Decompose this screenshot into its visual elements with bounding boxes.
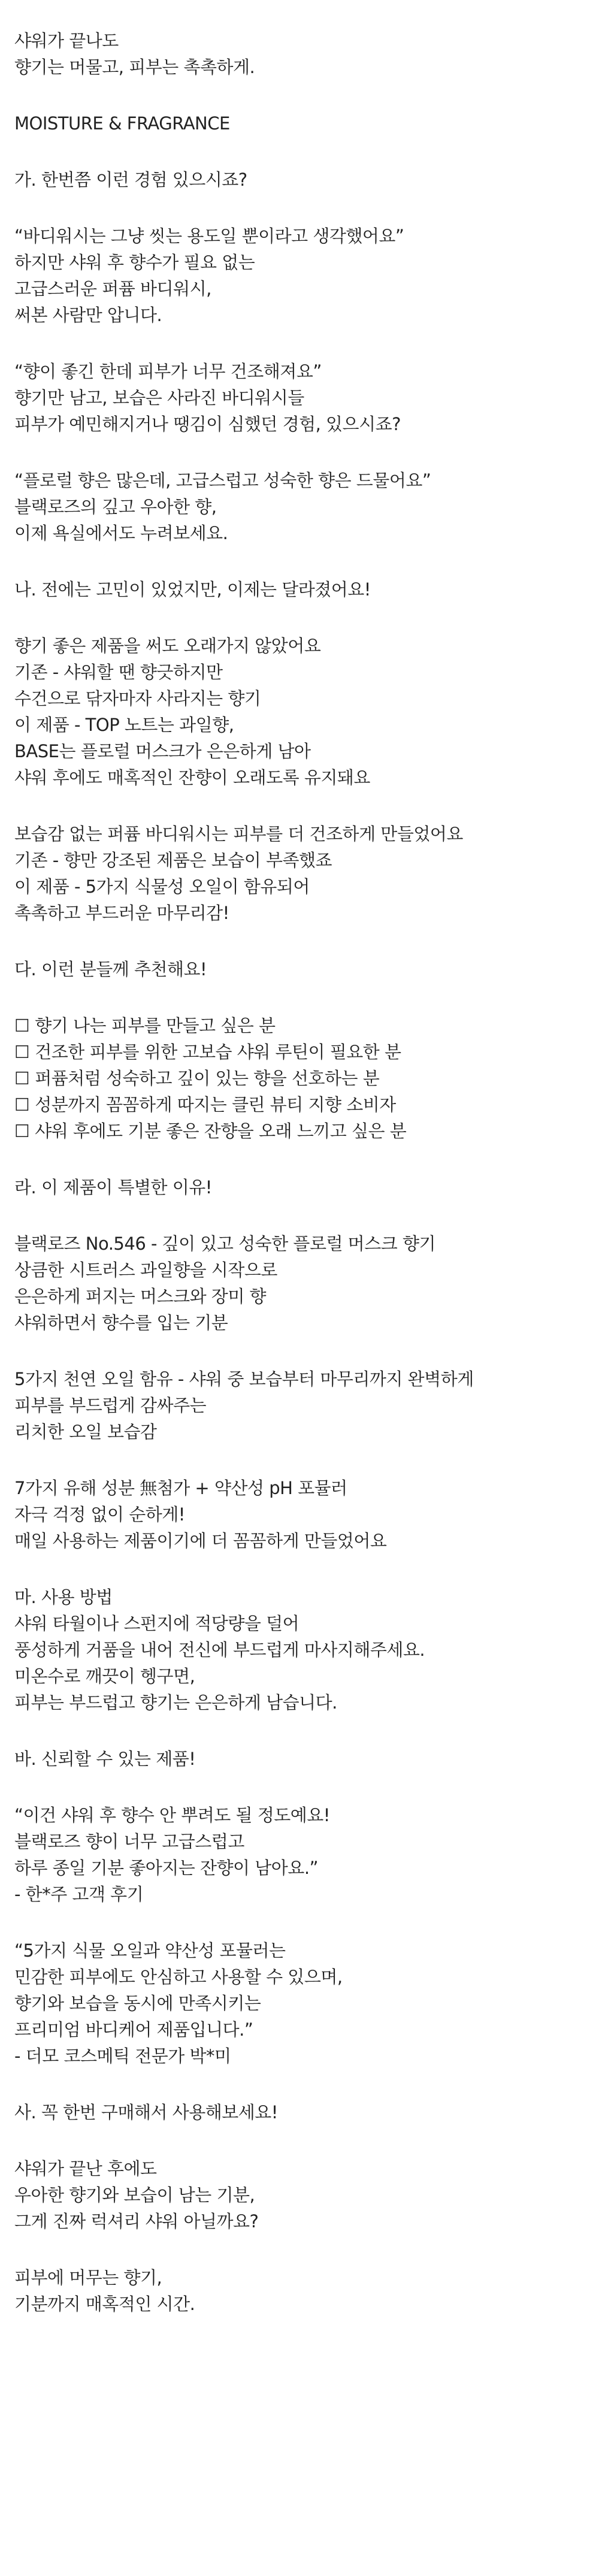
text-paragraph [14,1584,599,1716]
text-line: - 더모 코스메틱 전문가 박*미 [14,2046,231,2066]
text-line: 5가지 천연 오일 함유 - 샤워 중 보습부터 마무리까지 완벽하게 [14,1369,474,1389]
text-line: 프리미엄 바디케어 제품입니다.” [14,2019,253,2040]
text-line: 나. 전에는 고민이 있었지만, 이제는 달라졌어요! [14,579,371,600]
text-line: 샤워가 끝나도 [14,31,119,51]
text-line: 피부는 부드럽고 향기는 은은하게 남습니다. [14,1692,337,1713]
text-paragraph [14,223,599,328]
text-paragraph [14,1366,599,1445]
text-line: 다. 이런 분들께 추천해요! [14,959,207,979]
text-line: 보습감 없는 퍼퓸 바디워시는 피부를 더 건조하게 만들었어요 [14,824,463,844]
text-line: 자극 걱정 없이 순하게! [14,1504,185,1525]
text-paragraph [14,2099,599,2125]
text-line: 기분까지 매혹적인 시간. [14,2294,195,2314]
text-line: 향기와 보습을 동시에 만족시키는 [14,1993,261,2013]
text-paragraph [14,1012,599,1144]
text-line: MOISTURE & FRAGRANCE [14,113,230,134]
text-line: 샤워가 끝난 후에도 [14,2158,157,2179]
text-line: 이 제품 - 5가지 식물성 오일이 함유되어 [14,876,310,897]
text-paragraph [14,1174,599,1201]
text-line: ☐ 건조한 피부를 위한 고보습 샤워 루틴이 필요한 분 [14,1042,401,1062]
text-line: 하지만 샤워 후 향수가 필요 없는 [14,252,255,273]
text-paragraph [14,110,599,137]
text-line: ☐ 샤워 후에도 기분 좋은 잔향을 오래 느끼고 싶은 분 [14,1121,407,1141]
text-paragraph [14,821,599,926]
text-line: 마. 사용 방법 [14,1587,113,1607]
text-line: “5가지 식물 오일과 약산성 포뮬러는 [14,1940,286,1961]
text-line: 사. 꼭 한번 구매해서 사용해보세요! [14,2102,278,2123]
text-line: 이 제품 - TOP 노트는 과일향, [14,715,234,735]
text-line: 샤워 타월이나 스펀지에 적당량을 덜어 [14,1613,300,1634]
text-line: 7가지 유해 성분 無첨가 + 약산성 pH 포뮬러 [14,1478,347,1498]
text-line: “바디워시는 그냥 씻는 용도일 뿐이라고 생각했어요” [14,226,404,246]
text-line: 바. 신뢰할 수 있는 제품! [14,1749,196,1769]
text-paragraph [14,576,599,603]
text-paragraph [14,167,599,193]
text-line: 고급스러운 퍼퓸 바디워시, [14,279,211,299]
text-paragraph [14,2155,599,2235]
text-paragraph [14,467,599,546]
text-paragraph [14,956,599,982]
text-line: 피부가 예민해지거나 땡김이 심했던 경험, 있으시죠? [14,414,401,434]
text-line: “플로럴 향은 많은데, 고급스럽고 성숙한 향은 드물어요” [14,470,431,491]
text-line: 기존 - 향만 강조된 제품은 보습이 부족했죠 [14,850,332,870]
text-line: 블랙로즈 No.546 - 깊이 있고 성숙한 플로럴 머스크 향기 [14,1233,435,1254]
text-line: 미온수로 깨끗이 헹구면, [14,1666,195,1686]
text-line: ☐ 향기 나는 피부를 만들고 싶은 분 [14,1015,276,1036]
text-line: 피부에 머무는 향기, [14,2267,162,2288]
text-line: ☐ 성분까지 꼼꼼하게 따지는 클린 뷰티 지향 소비자 [14,1095,396,1115]
text-line: - 한*주 고객 후기 [14,1884,144,1904]
text-line: BASE는 플로럴 머스크가 은은하게 남아 [14,741,311,761]
text-line: 향기만 남고, 보습은 사라진 바디워시들 [14,388,304,408]
text-line: 매일 사용하는 제품이기에 더 꼼꼼하게 만들었어요 [14,1531,387,1551]
text-line: 리치한 오일 보습감 [14,1422,157,1442]
text-line: 민감한 피부에도 안심하고 사용할 수 있으며, [14,1967,343,1987]
text-line: 우아한 향기와 보습이 남는 기분, [14,2185,255,2205]
text-line: 블랙로즈 향이 너무 고급스럽고 [14,1831,244,1852]
text-paragraph [14,28,599,80]
text-line: 수건으로 닦자마자 사라지는 향기 [14,688,261,709]
text-line: 하루 종일 기분 좋아지는 잔향이 남아요.” [14,1858,319,1878]
text-line: 은은하게 퍼지는 머스크와 장미 향 [14,1286,267,1307]
text-line: 샤워하면서 향수를 입는 기분 [14,1313,228,1333]
text-line: 가. 한번쯤 이런 경험 있으시죠? [14,170,247,190]
text-paragraph [14,358,599,437]
text-line: 촉촉하고 부드러운 마무리감! [14,903,229,923]
text-line: ☐ 퍼퓸처럼 성숙하고 깊이 있는 향을 선호하는 분 [14,1068,380,1089]
text-paragraph [14,1802,599,1907]
text-line: 블랙로즈의 깊고 우아한 향, [14,497,217,517]
text-line: “향이 좋긴 한데 피부가 너무 건조해져요” [14,361,322,382]
text-line: 상큼한 시트러스 과일향을 시작으로 [14,1260,277,1280]
text-paragraph [14,1746,599,1772]
text-line: 향기 좋은 제품을 써도 오래가지 않았어요 [14,636,321,656]
text-paragraph [14,1937,599,2069]
text-paragraph [14,633,599,791]
text-line: 향기는 머물고, 피부는 촉촉하게. [14,57,255,77]
text-line: 샤워 후에도 매혹적인 잔향이 오래도록 유지돼요 [14,767,370,788]
text-line: “이건 샤워 후 향수 안 뿌려도 될 정도예요! [14,1805,330,1825]
text-paragraph [14,1475,599,1554]
text-line: 라. 이 제품이 특별한 이유! [14,1177,212,1198]
text-line: 피부를 부드럽게 감싸주는 [14,1395,207,1416]
text-line: 이제 욕실에서도 누려보세요. [14,523,228,543]
text-paragraph [14,1230,599,1336]
text-line: 기존 - 샤워할 땐 향긋하지만 [14,662,223,682]
text-paragraph [14,2264,599,2317]
text-line: 써본 사람만 압니다. [14,305,162,325]
text-line: 그게 진짜 럭셔리 샤워 아닐까요? [14,2211,259,2232]
text-line: 풍성하게 거품을 내어 전신에 부드럽게 마사지해주세요. [14,1640,425,1660]
